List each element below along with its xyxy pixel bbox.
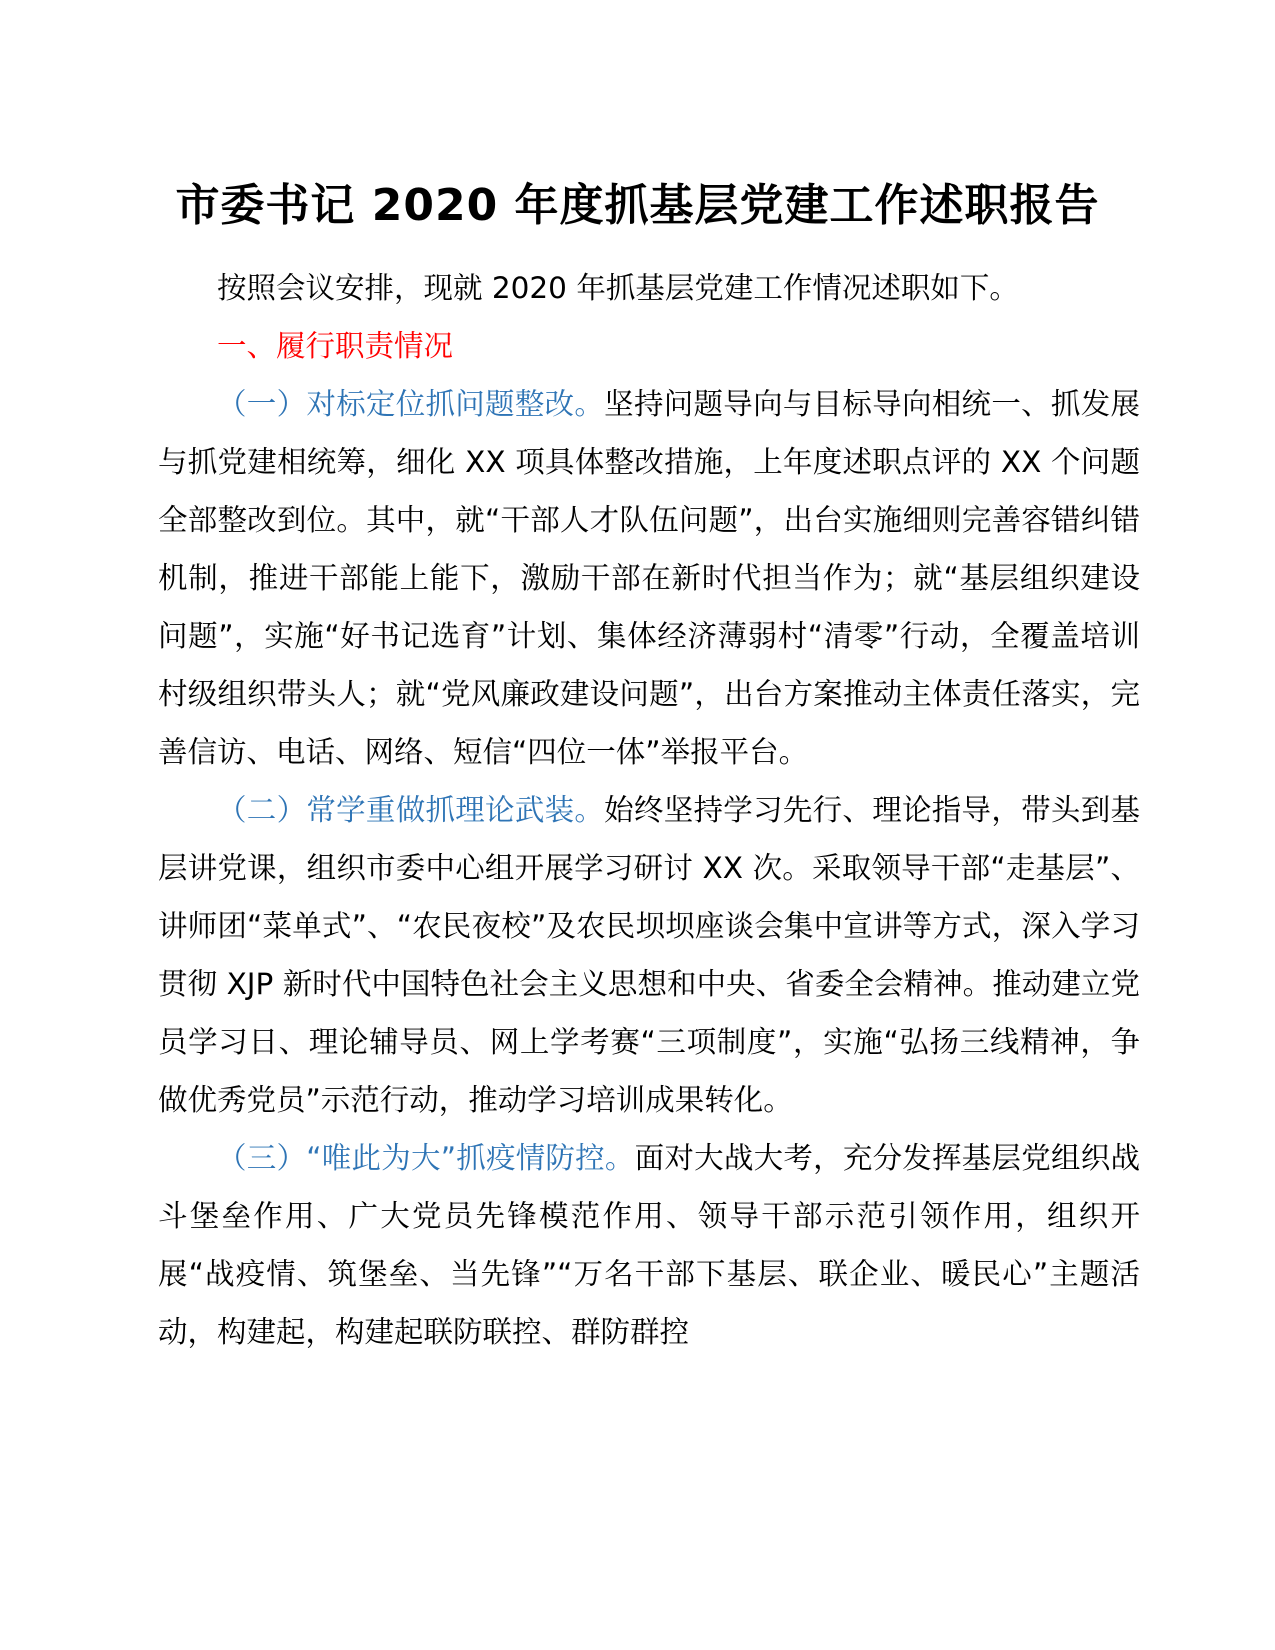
section-heading: 一、履行职责情况 <box>217 329 454 363</box>
document-body <box>158 259 1140 1361</box>
item-paragraph-2 <box>158 781 1140 1129</box>
item-body-1: 坚持问题导向与目标导向相统一、抓发展与抓党建相统筹，细化 XX 项具体整改措施，上年度述职点评的 XX 个问题全部整改到位。其中，就“干部人才队伍问题”，出台实施细则完善容错纠错机制，推进干部能上能下，激励干部在新时代担当作为；就“基层组织建设问题”，实施“好书记选育”计划、集体经济薄弱村“清零”行动，全覆盖培训村级组织带头人；就“党风廉政建设问题”，出台方案推动主体责任落实，完善信访、电话、网络、短信“四位一体”举报平台。 <box>158 387 1140 769</box>
item-paragraph-1 <box>158 375 1140 781</box>
item-body-2: 始终坚持学习先行、理论指导，带头到基层讲党课，组织市委中心组开展学习研讨 XX 次。采取领导干部“走基层”、讲师团“菜单式”、“农民夜校”及农民坝坝座谈会集中宣讲等方式，深入学习贯彻 XJP 新时代中国特色社会主义思想和中央、省委全会精神。推动建立党员学习日、理论辅导员、网上学考赛“三项制度”，实施“弘扬三线精神，争做优秀党员”示范行动，推动学习培训成果转化。 <box>158 793 1140 1117</box>
item-heading-1: （一）对标定位抓问题整改。 <box>217 387 605 421</box>
item-paragraph-3 <box>158 1129 1140 1361</box>
item-body-3: 面对大战大考，充分发挥基层党组织战斗堡垒作用、广大党员先锋模范作用、领导干部示范引领作用，组织开展“战疫情、筑堡垒、当先锋”“万名干部下基层、联企业、暖民心”主题活动，构建起，构建起联防联控、群防群控 <box>158 1141 1140 1349</box>
document-title: 市委书记 2020 年度抓基层党建工作述职报告 <box>175 180 1100 231</box>
item-heading-2: （二）常学重做抓理论武装。 <box>217 793 605 827</box>
intro-paragraph: 按照会议安排，现就 2020 年抓基层党建工作情况述职如下。 <box>217 271 1019 305</box>
item-heading-3: （三）“唯此为大”抓疫情防控。 <box>217 1141 635 1175</box>
